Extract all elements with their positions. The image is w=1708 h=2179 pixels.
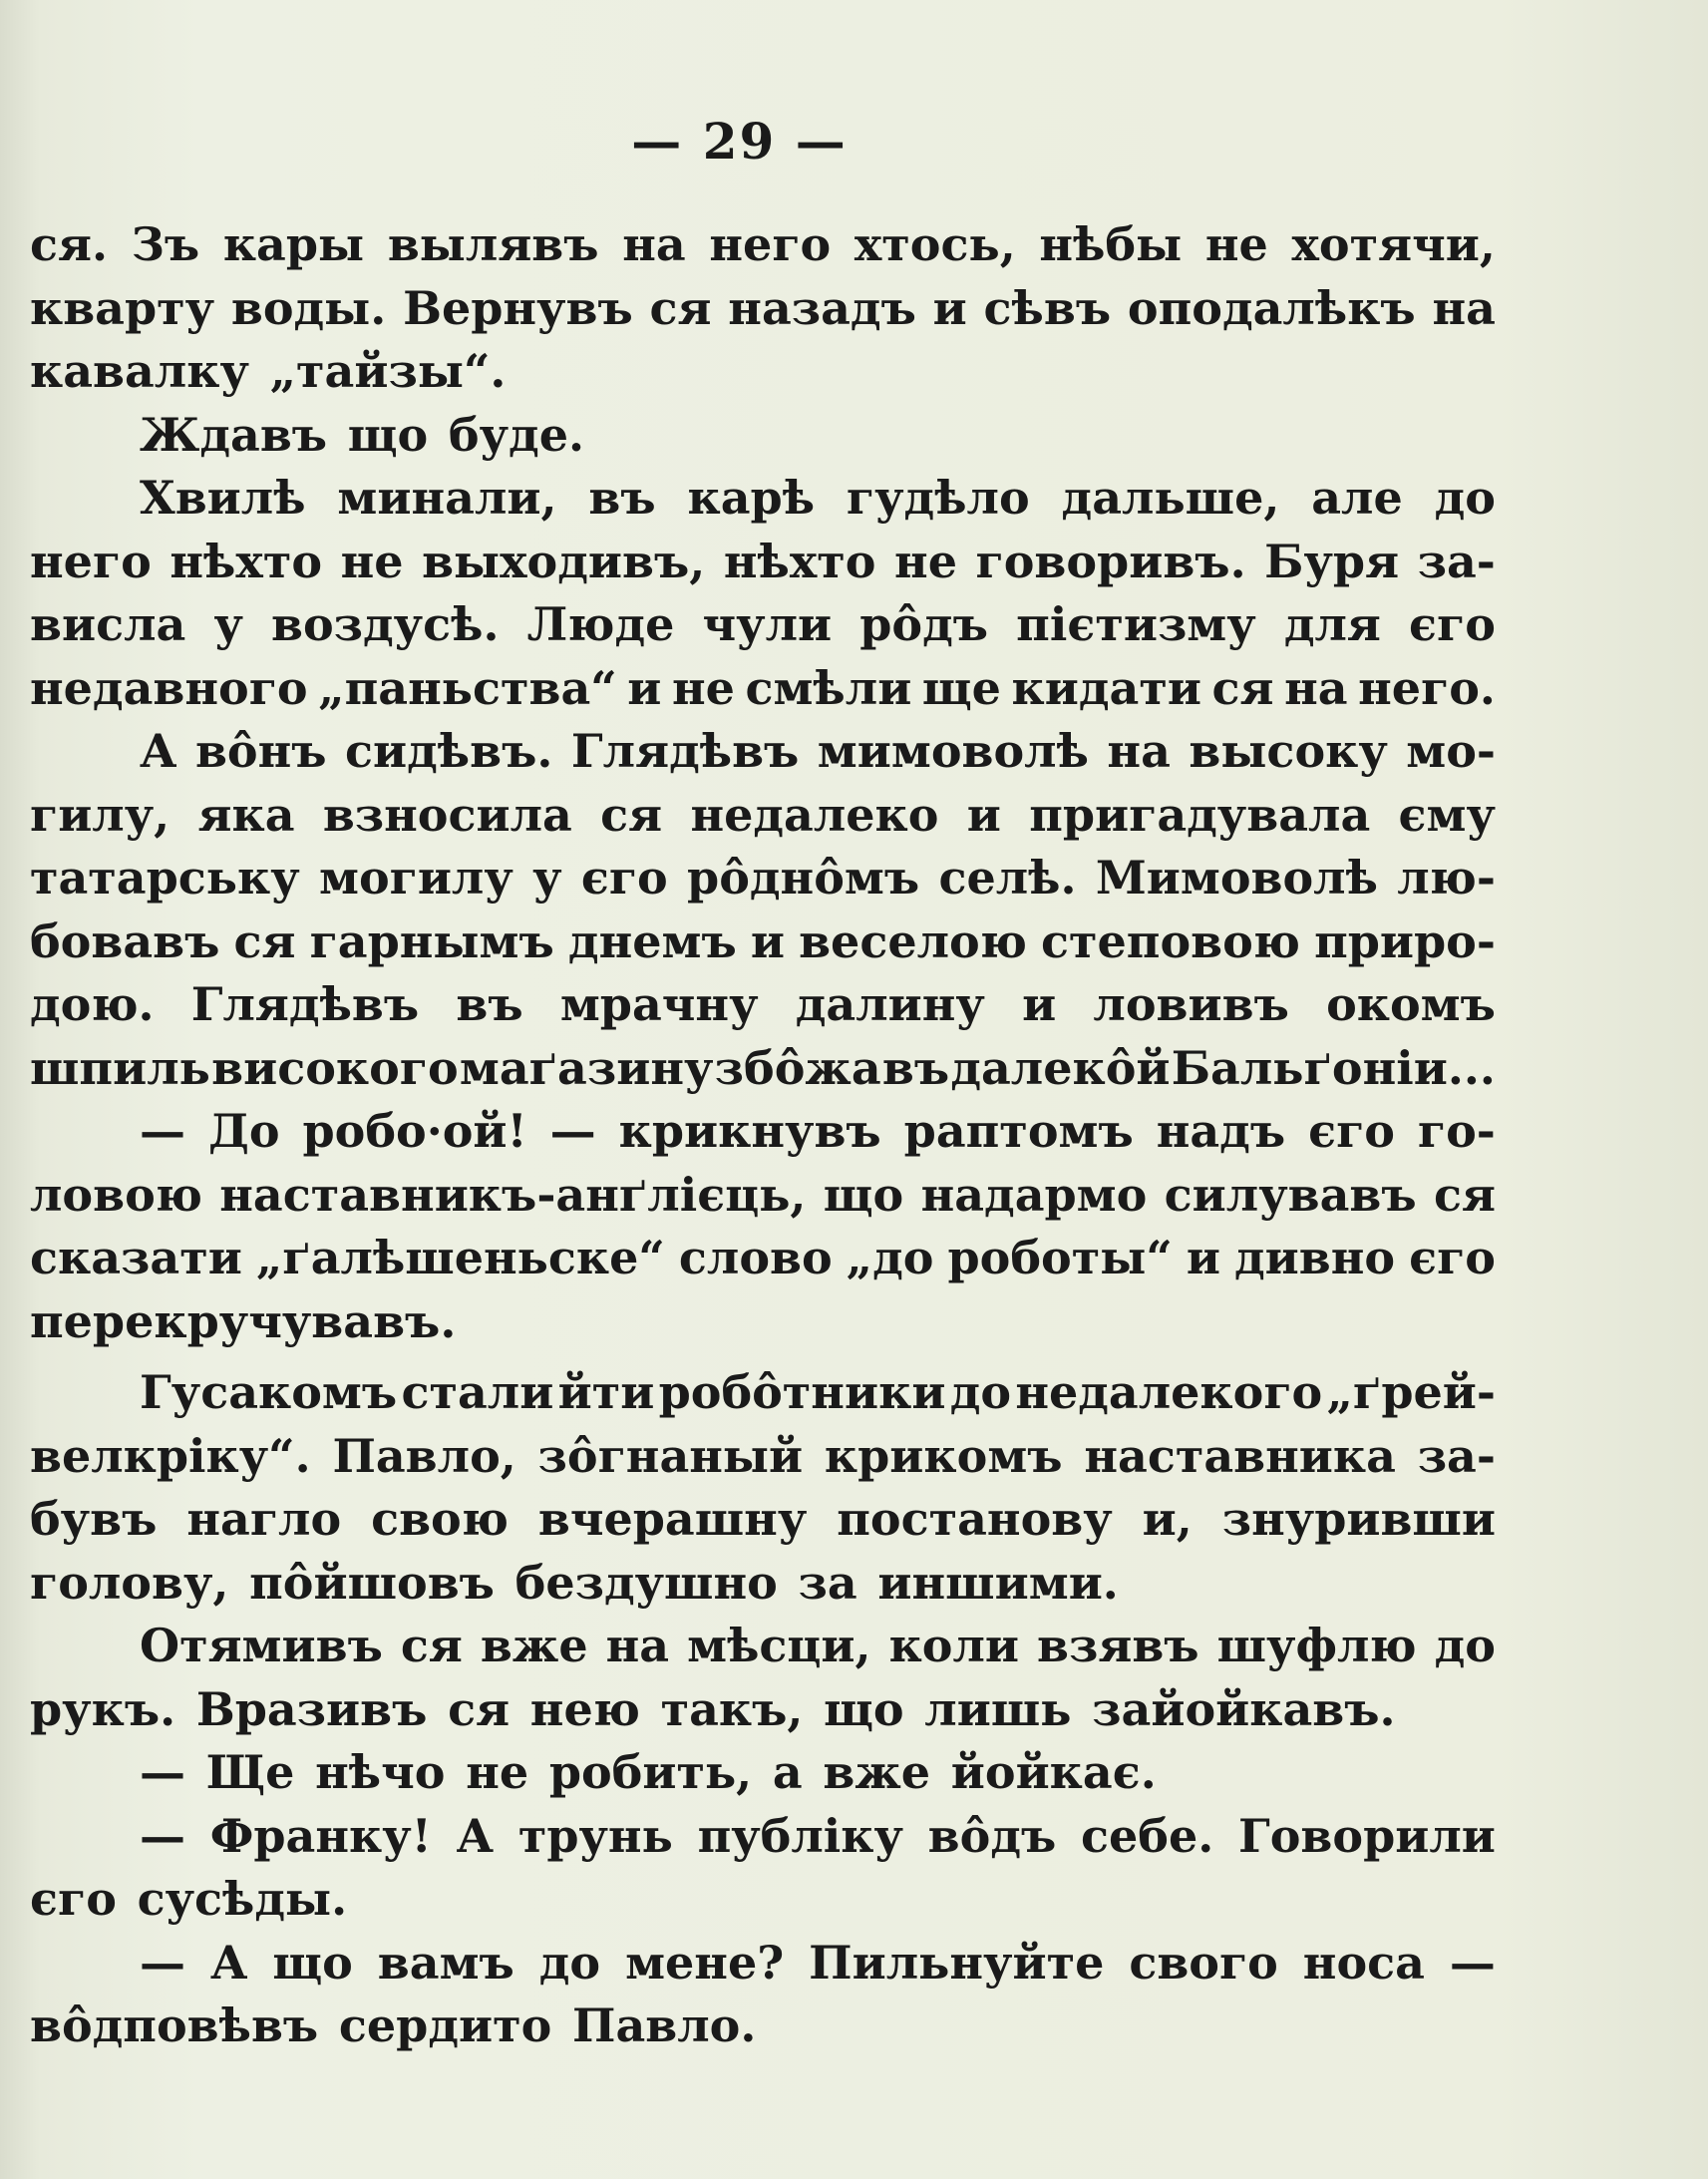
text-line — [30, 1488, 1496, 1552]
word: вôнъ — [194, 724, 327, 778]
word: ще — [921, 660, 1001, 715]
word: велкріку“. — [30, 1428, 311, 1483]
word: — — [140, 1808, 185, 1863]
word: єму — [1398, 787, 1496, 842]
word: наставника — [1084, 1428, 1396, 1483]
word: татарську — [30, 851, 300, 905]
text-line — [30, 1100, 1496, 1164]
word: єго — [1409, 1231, 1496, 1284]
word: високого — [211, 1040, 459, 1095]
word: робить, — [548, 1745, 753, 1799]
word: єго — [580, 851, 668, 905]
word: пригадувала — [1029, 787, 1371, 842]
word: оподалѣкъ — [1127, 280, 1416, 335]
word: нѣчо — [315, 1745, 446, 1799]
word: надъ — [1156, 1104, 1286, 1158]
word: дою. — [30, 977, 155, 1031]
word: публіку — [697, 1808, 903, 1863]
word: хотячи, — [1291, 217, 1496, 271]
word: сказати — [30, 1231, 242, 1284]
word: Ще — [205, 1745, 295, 1799]
word: нѣхто — [723, 534, 876, 588]
word: постанову — [837, 1492, 1113, 1546]
text-line — [30, 1552, 1496, 1616]
word: Отямивъ — [140, 1619, 383, 1672]
word: смѣли — [745, 660, 912, 715]
word: буде. — [448, 407, 584, 462]
text-line — [30, 1678, 1496, 1742]
word: ловою — [30, 1167, 202, 1222]
word: перекручувавъ. — [30, 1293, 457, 1348]
word: бездушно — [514, 1555, 778, 1610]
word: рôдъ — [859, 597, 989, 651]
word: вже — [823, 1745, 931, 1799]
word: выходивъ, — [422, 534, 706, 588]
word: не — [1204, 217, 1268, 271]
word: йойкає. — [950, 1745, 1157, 1799]
word: въ — [588, 471, 656, 525]
word: Ждавъ — [140, 407, 328, 462]
word: него — [709, 217, 832, 271]
word: нѣбы — [1039, 217, 1183, 271]
word: коли — [888, 1619, 1020, 1672]
word: зайойкавъ. — [1092, 1681, 1396, 1736]
word: высоку — [1189, 724, 1388, 778]
word: и — [627, 660, 662, 715]
word: мо- — [1406, 724, 1496, 778]
word: Бальґоніи... — [1171, 1040, 1496, 1095]
word: за — [798, 1555, 857, 1610]
word: приро- — [1314, 913, 1496, 968]
word: Глядѣвъ — [190, 977, 420, 1031]
word: кидати — [1011, 660, 1201, 715]
word: сидѣвъ. — [345, 724, 553, 778]
word: у — [532, 851, 562, 905]
text-line — [30, 1361, 1496, 1425]
word: иншими. — [877, 1555, 1119, 1610]
word: вôдъ — [927, 1808, 1057, 1863]
word: А — [209, 1935, 248, 1990]
text-line — [30, 531, 1496, 594]
word: дальше, — [1061, 471, 1280, 525]
word: „ґрей- — [1326, 1365, 1496, 1419]
word: До — [207, 1104, 280, 1158]
text-line — [30, 847, 1496, 910]
word: нагло — [186, 1492, 342, 1546]
word: маґазину — [459, 1040, 714, 1095]
word: кары — [222, 217, 365, 271]
text-line — [30, 910, 1496, 974]
word: нѣхто — [170, 534, 322, 588]
word: крикнувъ — [618, 1104, 881, 1158]
word: мене? — [625, 1935, 785, 1990]
word: хтось, — [854, 217, 1016, 271]
word: на — [622, 217, 686, 271]
word: А — [140, 724, 177, 778]
word: наставникъ-анґлієць, — [219, 1167, 807, 1222]
word: знуривши — [1221, 1492, 1496, 1546]
word: „до — [846, 1231, 934, 1284]
word: Говорили — [1237, 1808, 1496, 1863]
word: ся — [448, 1681, 511, 1736]
text-line — [30, 720, 1496, 784]
word: кварту — [30, 280, 215, 335]
word: ся — [1434, 1167, 1496, 1222]
word: раптомъ — [903, 1104, 1134, 1158]
word: надармо — [920, 1167, 1148, 1222]
word: висла — [30, 597, 186, 651]
word: збôжа — [714, 1040, 881, 1095]
page-number: — 29 — — [631, 112, 848, 171]
word: бовавъ — [30, 913, 220, 968]
word: чули — [702, 597, 833, 651]
word: взявъ — [1037, 1619, 1199, 1672]
text-line — [30, 1741, 1496, 1805]
word: днемъ — [567, 913, 737, 968]
word: и — [966, 787, 1001, 842]
word: воды. — [230, 280, 387, 335]
text-line — [30, 1227, 1496, 1290]
word: сердито — [338, 1998, 552, 2052]
word: „ґалѣшеньске“ — [255, 1231, 665, 1284]
word: могилу — [318, 851, 513, 905]
word: Хвилѣ — [140, 471, 306, 525]
word: до — [538, 1935, 601, 1990]
word: и, — [1142, 1492, 1193, 1546]
word: для — [1283, 597, 1381, 651]
word: зôгнаный — [537, 1428, 804, 1483]
word: Франку! — [209, 1808, 432, 1863]
text-line — [30, 973, 1496, 1037]
word: А — [456, 1808, 495, 1863]
word: ся — [649, 280, 712, 335]
word: що — [824, 1681, 904, 1736]
word: гилу, — [30, 787, 171, 842]
word: ловивъ — [1093, 977, 1289, 1031]
word: вôдповѣвъ — [30, 1998, 319, 2052]
text-line — [30, 593, 1496, 657]
word: Зъ — [131, 217, 200, 271]
text-line — [30, 1290, 1496, 1354]
word: окомъ — [1326, 977, 1496, 1031]
word: не — [671, 660, 735, 715]
word: кавалку — [30, 344, 249, 398]
word: стали — [401, 1365, 554, 1419]
text-line — [30, 467, 1496, 531]
word: за- — [1417, 1428, 1496, 1483]
word: крикомъ — [824, 1428, 1063, 1483]
word: єго — [1308, 1104, 1395, 1158]
word: мѣсци, — [687, 1619, 871, 1672]
word: свою — [371, 1492, 509, 1546]
text-line — [30, 404, 1496, 468]
word: ся. — [30, 217, 109, 271]
word: недавного — [30, 660, 308, 715]
word: него. — [1358, 660, 1496, 715]
word: що — [272, 1935, 353, 1990]
word: назадъ — [728, 280, 916, 335]
word: недалеко — [690, 787, 939, 842]
text-line — [30, 1868, 1496, 1932]
word: на — [1284, 660, 1348, 715]
word: мрачну — [559, 977, 759, 1031]
word: него — [30, 534, 152, 588]
word: Пильнуйте — [809, 1935, 1105, 1990]
text-line — [30, 1805, 1496, 1869]
word: не — [340, 534, 404, 588]
word: Вразивъ — [195, 1681, 428, 1736]
text-line — [30, 1995, 1496, 2058]
word: ся — [400, 1619, 463, 1672]
text-line — [30, 277, 1496, 341]
word: и — [932, 280, 967, 335]
word: пієтизму — [1016, 597, 1256, 651]
word: пôйшовъ — [249, 1555, 495, 1610]
word: говоривъ. — [975, 534, 1246, 588]
word: лишь — [924, 1681, 1072, 1736]
word: взносила — [322, 787, 572, 842]
word: до — [949, 1365, 1012, 1419]
word: гарнымъ — [309, 913, 554, 968]
word: нею — [529, 1681, 640, 1736]
word: Павло, — [332, 1428, 516, 1483]
word: рукъ. — [30, 1681, 176, 1736]
text-line — [30, 784, 1496, 848]
word: степовою — [1041, 913, 1300, 968]
word: себе. — [1081, 1808, 1214, 1863]
word: — — [549, 1104, 596, 1158]
word: дивно — [1233, 1231, 1396, 1284]
word: мимоволѣ — [817, 724, 1089, 778]
body-text — [30, 213, 1496, 2058]
word: далекôй — [950, 1040, 1171, 1095]
word: робôтники — [658, 1365, 946, 1419]
word: яка — [197, 787, 295, 842]
word: єго — [30, 1872, 117, 1926]
word: Буря — [1264, 534, 1400, 588]
word: „тайзы“. — [269, 344, 507, 398]
text-line — [30, 657, 1496, 721]
word: бувъ — [30, 1492, 158, 1546]
word: ся — [600, 787, 663, 842]
text-line — [30, 1037, 1496, 1101]
word: але — [1311, 471, 1403, 525]
word: на — [605, 1619, 670, 1672]
word: що — [347, 407, 429, 462]
text-line — [30, 213, 1496, 277]
word: до — [1434, 471, 1496, 525]
word: робо·ой! — [302, 1104, 527, 1158]
word: вже — [480, 1619, 588, 1672]
word: не — [894, 534, 957, 588]
word: трунь — [517, 1808, 673, 1863]
word: на — [1432, 280, 1496, 335]
word: свого — [1129, 1935, 1278, 1990]
text-line — [30, 1615, 1496, 1678]
word: „паньства“ — [318, 660, 617, 715]
word: недалекого — [1015, 1365, 1323, 1419]
word: го- — [1417, 1104, 1496, 1158]
word: вчерашну — [537, 1492, 808, 1546]
text-line — [30, 1425, 1496, 1489]
word: за- — [1417, 534, 1496, 588]
word: носа — [1302, 1935, 1425, 1990]
word: роботы“ — [947, 1231, 1173, 1284]
word: Гусакомъ — [140, 1365, 398, 1419]
word: а — [772, 1745, 803, 1799]
word: рôднôмъ — [687, 851, 920, 905]
word: селѣ. — [938, 851, 1077, 905]
word: слово — [678, 1231, 833, 1284]
word: йти — [557, 1365, 655, 1419]
word: — — [140, 1935, 185, 1990]
word: — — [1449, 1935, 1496, 1990]
text-line — [30, 340, 1496, 404]
word: Вернувъ — [403, 280, 633, 335]
word: минали, — [337, 471, 557, 525]
word: сѣвъ — [983, 280, 1112, 335]
word: до — [1434, 1619, 1496, 1672]
word: такъ, — [660, 1681, 804, 1736]
word: єго — [1409, 597, 1496, 651]
word: воздусѣ. — [271, 597, 500, 651]
word: шпиль — [30, 1040, 210, 1095]
word: Глядѣвъ — [570, 724, 800, 778]
word: не — [466, 1745, 529, 1799]
word: веселою — [799, 913, 1027, 968]
word: сусѣды. — [137, 1872, 348, 1926]
word: вылявъ — [387, 217, 599, 271]
word: вамъ — [377, 1935, 514, 1990]
word: шуфлю — [1216, 1619, 1417, 1672]
text-line — [30, 1932, 1496, 1996]
word: голову, — [30, 1555, 229, 1610]
word: силувавъ — [1164, 1167, 1417, 1222]
word: карѣ — [687, 471, 816, 525]
word: у — [213, 597, 243, 651]
word: въ — [456, 977, 523, 1031]
word: далину — [795, 977, 985, 1031]
word: въ — [881, 1040, 950, 1095]
word: и — [750, 913, 785, 968]
word: и — [1186, 1231, 1220, 1284]
word: гудѣло — [846, 471, 1030, 525]
word: Мимоволѣ — [1095, 851, 1378, 905]
word: що — [823, 1167, 904, 1222]
word: и — [1022, 977, 1057, 1031]
word: Люде — [526, 597, 675, 651]
word: ся — [233, 913, 296, 968]
word: — — [140, 1745, 185, 1799]
word: ся — [1211, 660, 1274, 715]
word: на — [1107, 724, 1171, 778]
word: — — [140, 1104, 185, 1158]
word: лю- — [1397, 851, 1496, 905]
word: Павло. — [572, 1998, 757, 2052]
text-line — [30, 1164, 1496, 1228]
